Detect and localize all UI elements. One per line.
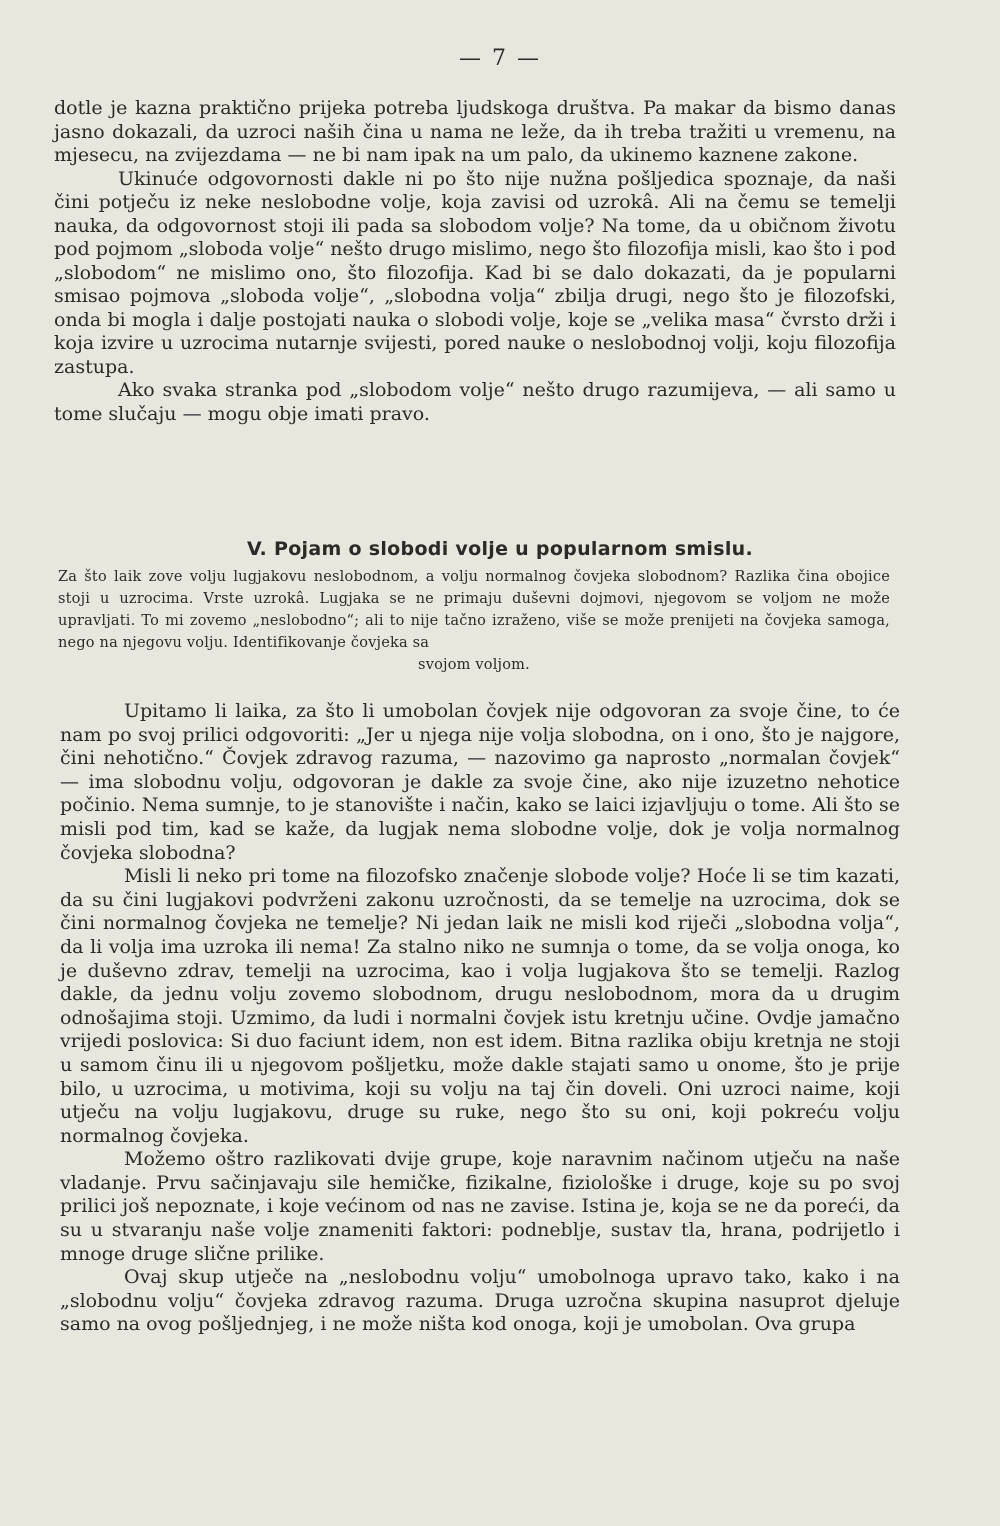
paragraph: Ukinuće odgovornosti dakle ni po što nije nužna pošljedica spoznaje, da naši čini potječu iz neke neslobodne volje, koja zavisi od uzrokâ. Ali na čemu se temelji nauka, da odgovornost stoji ili pada sa slobodom volje? Na tome, da u običnom životu pod pojmom „sloboda volje“ nešto drugo mislimo, nego što filozofija misli, kao što i pod „slobodom“ ne mislimo ono, što filozofija. Kad bi se dalo dokazati, da je popularni smisao pojmova „sloboda volje“, „slobodna volja“ zbilja drugi, nego što je filozofski, onda bi mogla i dalje postojati nauka o slobodi volje, koje se „velika masa“ čvrsto drži i koja izvire u uzrocima nutarnje svijesti, pored nauke o neslobodnoj volji, koju filozofija zastupa. bbox=[54, 167, 896, 378]
paragraph: Ako svaka stranka pod „slobodom volje“ nešto drugo razumijeva, — ali samo u tome slučaju — mogu obje imati pravo. bbox=[54, 379, 896, 425]
paragraph: Misli li neko pri tome na filozofsko značenje slobode volje? Hoće li se tim kazati, da su čini lugjakovi podvrženi zakonu uzročnosti, da se temelje na uzrocima, dok se čini normalnog čovjeka ne temelje? Ni jedan laik ne misli kod riječi „slobodna volja“, da li volja ima uzroka ili nema! Za stalno niko ne sumnja o tome, da se volja onoga, ko je duševno zdrav, temelji na uzrocima, kao i volja lugjakova što se temelji. Razlog dakle, da jednu volju zovemo slobodnom, drugu neslobodnom, mora da u drugim odnošajima stoji. Uzmimo, da ludi i normalni čovjek istu kretnju učine. Ovdje jamačno vrijedi poslovica: Si duo faciunt idem, non est idem. Bitna razlika obiju kretnja ne stoji u samom činu ili u njegovom pošljetku, može dakle stajati samo u onome, što je prije bilo, u uzrocima, u motivima, koji su volju na taj čin doveli. Oni uzroci naime, koji utječu na volju lugjakovu, druge su ruke, nego što su oni, koji pokreću volju normalnog čovjeka. bbox=[60, 865, 900, 1147]
paragraph: dotle je kazna praktično prijeka potreba ljudskoga društva. Pa makar da bismo danas jasno dokazali, da uzroci naših čina u nama ne leže, da ih treba tražiti u vremenu, na mjesecu, na zvijezdama — ne bi nam ipak na um palo, da ukinemo kaznene zakone. bbox=[54, 97, 896, 166]
paragraph: Možemo oštro razlikovati dvije grupe, koje naravnim načinom utječu na naše vladanje. Prvu sačinjavaju sile hemičke, fizikalne, fiziološke i druge, koje su po svoj prilici još nepoznate, i koje većinom od nas ne zavise. Istina je, koja se ne da poreći, da su u stvaranju naše volje znameniti faktori: podneblje, sustav tla, hrana, podrijetlo i mnoge druge slične prilike. bbox=[60, 1148, 900, 1265]
section-a-text bbox=[54, 97, 896, 426]
paragraph: Upitamo li laika, za što li umobolan čovjek nije odgovoran za svoje čine, to će nam po svoj prilici odgovoriti: „Jer u njega nije volja slobodna, on i ono, što je najgore, čini nehotično.“ Čovjek zdravog razuma, — nazovimo ga naprosto „normalan čovjek“ — ima slobodnu volju, odgovoran je dakle za svoje čine, ako nije izuzetno nehotice počinio. Nema sumnje, to je stanovište i način, kako se laici izjavljuju o tome. Ali što se misli pod tim, kad se kaže, da lugjak nema slobodne volje, dok je volja normalnog čovjeka slobodna? bbox=[60, 700, 900, 864]
summary-last-line: svojom voljom. bbox=[418, 657, 530, 673]
page-number: — 7 — bbox=[459, 46, 541, 71]
section-b-text bbox=[60, 700, 900, 1337]
section-heading: V. Pojam o slobodi volje u popularnom smislu. bbox=[246, 538, 753, 560]
summary-text: Za što laik zove volju lugjakovu neslobodnom, a volju normalnog čovjeka slobodnom? Razlika čina obojice stoji u uzrocima. Vrste uzrokâ. Lugjaka se ne primaju duševni dojmovi, njegovom se voljom ne može upravljati. To mi zovemo „neslobodno“; ali to nije tačno izraženo, više se može prenijeti na čovjeka samoga, nego na njegovu volju. Identifikovanje čovjeka sa bbox=[58, 569, 890, 651]
paragraph: Ovaj skup utječe na „neslobodnu volju“ umobolnoga upravo tako, kako i na „slobodnu volju“ čovjeka zdravog razuma. Druga uzročna skupina nasuprot djeluje samo na ovog pošljednjeg, i ne može ništa kod onoga, koji je umobolan. Ova grupa bbox=[60, 1266, 900, 1336]
section-summary bbox=[58, 566, 890, 676]
